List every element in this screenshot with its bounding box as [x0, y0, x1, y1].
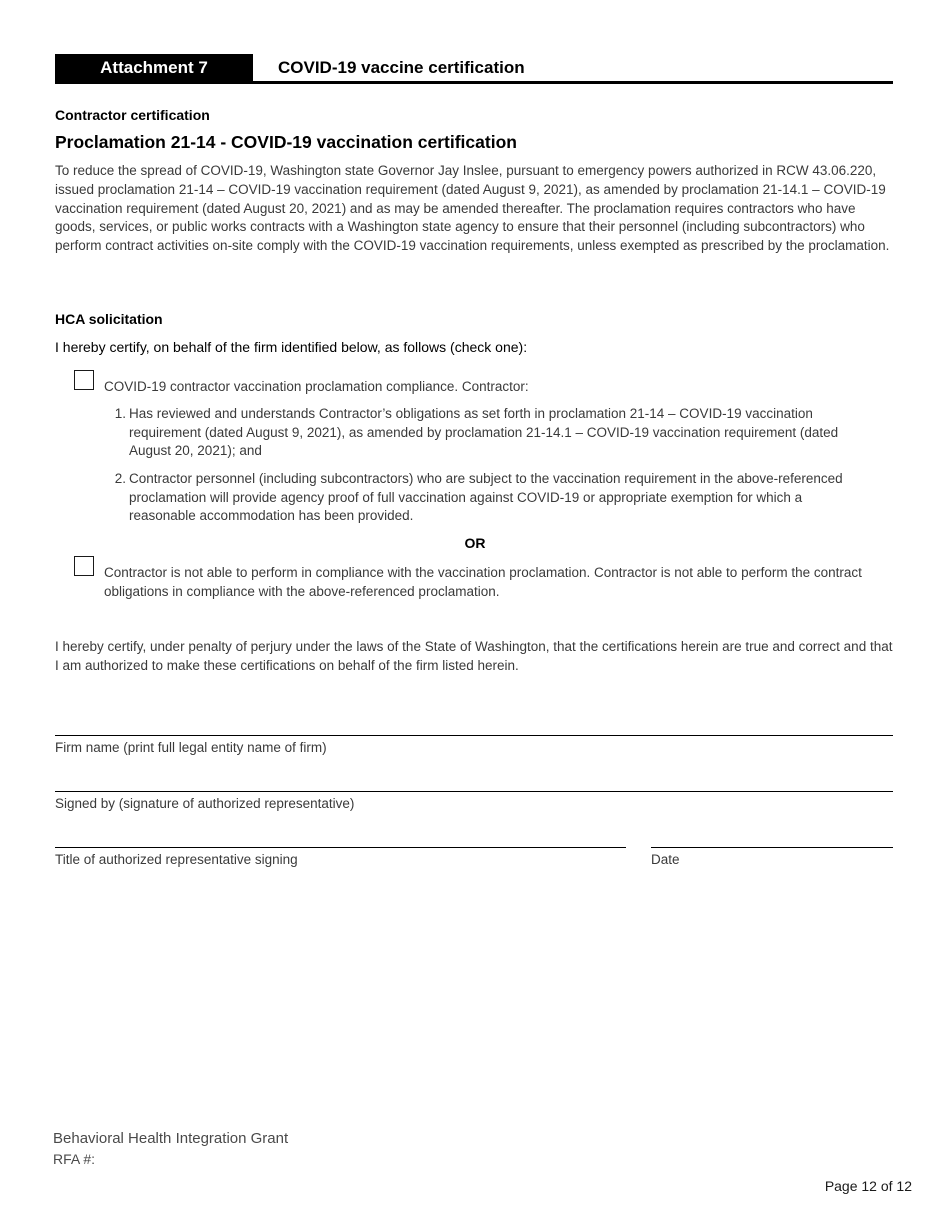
contractor-certification-label: Contractor certification	[55, 107, 210, 123]
compliance-checkbox[interactable]	[74, 370, 94, 390]
compliance-option-text: COVID-19 contractor vaccination proclamation compliance. Contractor:	[104, 379, 529, 394]
intro-paragraph: To reduce the spread of COVID-19, Washington state Governor Jay Inslee, pursuant to emergency powers authorized in RCW 43.06.220, issued proclamation 21-14 – COVID-19 vaccination requirement (dated August 9, 2021), as amended by proclamation 21-14.1 – COVID-19 vaccination requirement (dated August 20, 2021) and as may be amended thereafter. The proclamation requires contractors who have goods, services, or public works contracts with a Washington state agency to ensure that their personnel (including subcontractors) who perform contract activities on-site comply with the COVID-19 vaccination requirements, unless exempted as prescribed by the proclamation.	[55, 163, 890, 254]
or-separator: OR	[464, 535, 486, 551]
page-title: COVID-19 vaccine certification	[278, 58, 525, 77]
date-label: Date	[651, 852, 680, 867]
date-input-line[interactable]	[651, 847, 893, 848]
signed-by-label: Signed by (signature of authorized representative)	[55, 796, 355, 811]
page-number: Page 12 of 12	[824, 1178, 912, 1194]
firm-name-input-line[interactable]	[55, 735, 893, 736]
footer-grant-name: Behavioral Health Integration Grant	[53, 1130, 289, 1147]
perjury-statement: I hereby certify, under penalty of perjury under the laws of the State of Washington, that the certifications herein are true and correct and that I am authorized to make these certifications on behalf of the firm listed herein.	[55, 639, 893, 673]
certify-lead-text: I hereby certify, on behalf of the firm identified below, as follows (check one):	[55, 339, 528, 355]
noncompliance-checkbox[interactable]	[74, 556, 94, 576]
footer-rfa-label: RFA #:	[53, 1151, 96, 1167]
attachment-header	[55, 54, 893, 84]
firm-name-label: Firm name (print full legal entity name of firm)	[55, 740, 327, 755]
list-item	[110, 405, 870, 461]
attachment-label: Attachment 7	[55, 54, 253, 81]
list-item-text: Contractor personnel (including subcontractors) who are subject to the vaccination requirement in the above-referenced proclamation will provide agency proof of full vaccination against COVID-19 or appropriate exemption for which a reasonable accommodation has been provided.	[129, 471, 843, 523]
title-label: Title of authorized representative signing	[55, 852, 298, 867]
hca-solicitation-label: HCA solicitation	[55, 311, 163, 327]
signature-input-line[interactable]	[55, 791, 893, 792]
list-item-number: 1.	[114, 406, 126, 421]
list-item	[110, 470, 870, 526]
list-item-number: 2.	[114, 471, 126, 486]
noncompliance-option-text: Contractor is not able to perform in compliance with the vaccination proclamation. Contractor is not able to perform the contract obligations in compliance with the above-referenced proclamation.	[104, 565, 862, 599]
proclamation-heading: Proclamation 21-14 - COVID-19 vaccination certification	[55, 132, 517, 152]
title-input-line[interactable]	[55, 847, 626, 848]
list-item-text: Has reviewed and understands Contractor’s obligations as set forth in proclamation 21-14 – COVID-19 vaccination requirement (dated August 9, 2021), as amended by proclamation 21-14.1 – COVID-19 vaccination requirement (dated August 20, 2021); and	[129, 406, 839, 458]
